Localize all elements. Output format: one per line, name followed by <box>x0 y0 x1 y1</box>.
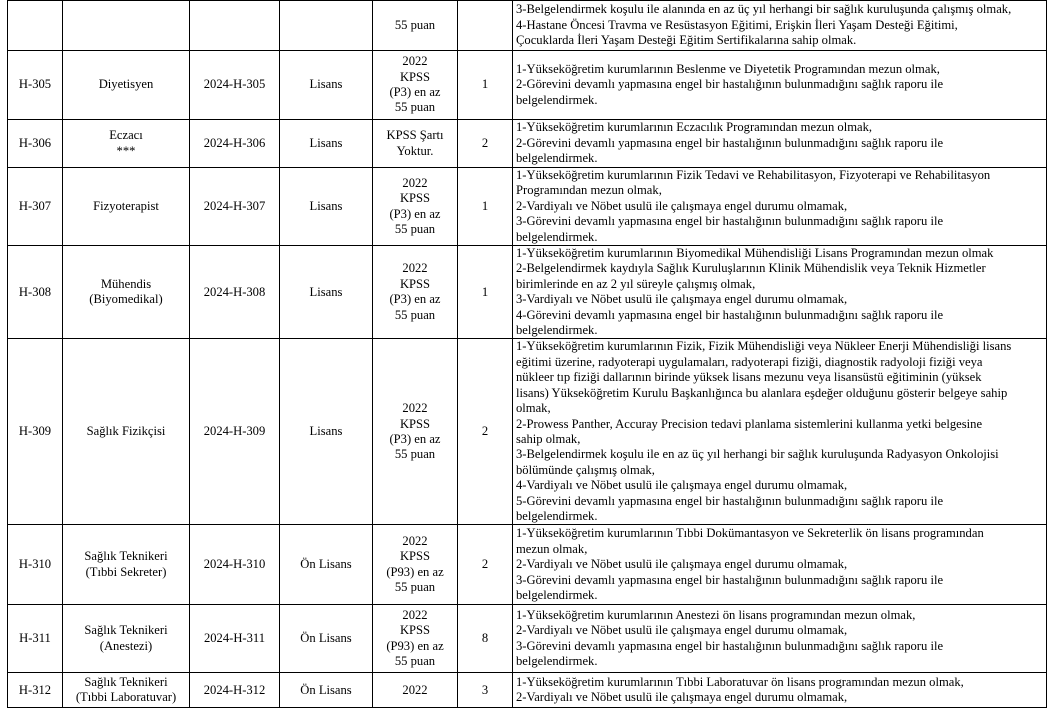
requirement-line: 3-Belgelendirmek koşulu ile en az üç yıl herhangi bir sağlık kuruluşunda Radyasyon Onkolojisi <box>516 447 999 462</box>
reference-no: 2024-H-307 <box>190 168 280 246</box>
requirement-line: nükleer tıp fiziği dallarının birinde yüksek lisans mezunu veya lisansüstü eğitiminin (yüksek <box>516 370 982 385</box>
education-level: Lisans <box>280 51 373 120</box>
title-line: *** <box>116 143 136 158</box>
kpss-line: (P3) en az <box>389 431 441 446</box>
table-row <box>8 673 1047 708</box>
requirement-line: 3-Vardiyalı ve Nöbet usulü ile çalışmaya engel durumu olmamak, <box>516 292 848 307</box>
requirement-line: belgelendirmek. <box>516 654 598 669</box>
kpss-requirement <box>373 339 458 525</box>
reference-no: 2024-H-311 <box>190 605 280 673</box>
requirement-line: eğitimi üzerine, radyoterapi uygulamaları, radyoterapi fiziği, diagnostik radyoloji fiziği veya <box>516 354 983 369</box>
requirement-line: 2-Vardiyalı ve Nöbet usulü ile çalışmaya engel durumu olmamak, <box>516 623 848 638</box>
kpss-line: Yoktur. <box>396 143 434 158</box>
position-count: 2 <box>458 120 513 168</box>
kpss-requirement <box>373 673 458 708</box>
kpss-line: KPSS Şartı <box>386 128 444 143</box>
requirement-line: 5-Görevini devamlı yapmasına engel bir hastalığının bulunmadığını sağlık raporu ile <box>516 493 944 508</box>
requirement-line: 2-Prowess Panther, Accuray Precision tedavi planlama sistemlerini kullanma yetki belgesine <box>516 416 983 431</box>
requirement-line: belgelendirmek. <box>516 229 598 244</box>
requirement-line: 3-Görevini devamlı yapmasına engel bir hastalığının bulunmadığını sağlık raporu ile <box>516 214 944 229</box>
table-row <box>8 168 1047 246</box>
kpss-line: KPSS <box>399 416 431 431</box>
title-line: Sağlık Teknikeri <box>84 623 168 638</box>
kpss-line: KPSS <box>399 69 431 84</box>
position-title <box>63 525 190 605</box>
requirement-line: 2-Görevini devamlı yapmasına engel bir hastalığının bulunmadığını sağlık raporu ile <box>516 135 944 150</box>
table-row <box>8 339 1047 525</box>
position-title <box>63 120 190 168</box>
kpss-requirement <box>373 605 458 673</box>
title-line: (Tıbbi Sekreter) <box>85 564 167 579</box>
position-code: H-307 <box>8 168 63 246</box>
requirement-line: birimlerinde en az 2 yıl süreyle çalışmış olmak, <box>516 276 756 291</box>
requirements <box>513 339 1047 525</box>
reference-no: 2024-H-312 <box>190 673 280 708</box>
requirement-line: 1-Yükseköğretim kurumlarının Tıbbi Laboratuvar ön lisans programından mezun olmak, <box>516 674 964 689</box>
table-row <box>8 120 1047 168</box>
reference-no: 2024-H-310 <box>190 525 280 605</box>
kpss-line: 55 puan <box>394 307 436 322</box>
table-body <box>8 1 1047 708</box>
position-code: H-305 <box>8 51 63 120</box>
reference-no: 2024-H-306 <box>190 120 280 168</box>
table-row <box>8 51 1047 120</box>
requirement-line: belgelendirmek. <box>516 151 598 166</box>
education-level: Ön Lisans <box>280 525 373 605</box>
title-line: Eczacı <box>109 128 143 143</box>
requirement-line: Çocuklarda İleri Yaşam Desteği Eğitim Sertifikalarına sahip olmak. <box>516 33 857 48</box>
position-code: H-308 <box>8 246 63 339</box>
kpss-line: 2022 <box>402 682 428 697</box>
requirements <box>513 246 1047 339</box>
education-level: Lisans <box>280 120 373 168</box>
requirement-line: 3-Görevini devamlı yapmasına engel bir hastalığının bulunmadığını sağlık raporu ile <box>516 572 944 587</box>
requirement-line: 2-Vardiyalı ve Nöbet usulü ile çalışmaya engel durumu olmamak, <box>516 557 848 572</box>
title-line: Sağlık Fizikçisi <box>86 424 166 439</box>
kpss-requirement <box>373 51 458 120</box>
position-title <box>63 1 190 51</box>
position-code <box>8 1 63 51</box>
kpss-line: 2022 <box>402 175 428 190</box>
title-line: (Anestezi) <box>99 638 153 653</box>
kpss-line: 55 puan <box>394 580 436 595</box>
table-row <box>8 605 1047 673</box>
requirements <box>513 120 1047 168</box>
requirements <box>513 168 1047 246</box>
requirement-line: belgelendirmek. <box>516 587 598 602</box>
kpss-requirement <box>373 525 458 605</box>
requirement-line: mezun olmak, <box>516 541 588 556</box>
reference-no: 2024-H-308 <box>190 246 280 339</box>
position-count <box>458 1 513 51</box>
requirement-line: bölümünde çalışmış olmak, <box>516 462 655 477</box>
kpss-line: (P93) en az <box>386 564 444 579</box>
requirement-line: 1-Yükseköğretim kurumlarının Tıbbi Dokümantasyon ve Sekreterlik ön lisans programından <box>516 526 984 541</box>
reference-no: 2024-H-305 <box>190 51 280 120</box>
kpss-line: 55 puan <box>394 221 436 236</box>
position-code: H-312 <box>8 673 63 708</box>
requirement-line: sahip olmak, <box>516 431 581 446</box>
kpss-line: 55 puan <box>394 100 436 115</box>
position-count: 1 <box>458 51 513 120</box>
position-title <box>63 168 190 246</box>
requirement-line: 2-Vardiyalı ve Nöbet usulü ile çalışmaya engel durumu olmamak, <box>516 690 848 705</box>
requirement-line: 2-Vardiyalı ve Nöbet usulü ile çalışmaya engel durumu olmamak, <box>516 198 848 213</box>
requirement-line: 1-Yükseköğretim kurumlarının Beslenme ve Diyetetik Programından mezun olmak, <box>516 61 940 76</box>
requirement-line: 1-Yükseköğretim kurumlarının Anestezi ön lisans programından mezun olmak, <box>516 608 916 623</box>
education-level: Ön Lisans <box>280 673 373 708</box>
kpss-line: (P93) en az <box>386 638 444 653</box>
requirements <box>513 1 1047 51</box>
position-title <box>63 339 190 525</box>
kpss-line: 2022 <box>402 534 428 549</box>
kpss-line: 2022 <box>402 608 428 623</box>
requirement-line: 1-Yükseköğretim kurumlarının Biyomedikal Mühendisliği Lisans Programından mezun olmak <box>516 246 994 261</box>
position-count: 1 <box>458 246 513 339</box>
position-count: 2 <box>458 339 513 525</box>
position-code: H-309 <box>8 339 63 525</box>
requirement-line: Programından mezun olmak, <box>516 183 662 198</box>
position-title <box>63 246 190 339</box>
title-line: (Biyomedikal) <box>89 292 163 307</box>
title-line: Sağlık Teknikeri <box>84 674 168 689</box>
kpss-line: KPSS <box>399 191 431 206</box>
position-title <box>63 673 190 708</box>
kpss-requirement <box>373 120 458 168</box>
kpss-requirement <box>373 1 458 51</box>
kpss-requirement <box>373 246 458 339</box>
kpss-line: KPSS <box>399 623 431 638</box>
requirement-line: belgelendirmek. <box>516 92 598 107</box>
kpss-line: (P3) en az <box>389 206 441 221</box>
requirement-line: belgelendirmek. <box>516 508 598 523</box>
kpss-line: 2022 <box>402 54 428 69</box>
kpss-line: KPSS <box>399 549 431 564</box>
kpss-line: 55 puan <box>394 17 436 32</box>
kpss-line: (P3) en az <box>389 292 441 307</box>
requirement-line: 1-Yükseköğretim kurumlarının Fizik, Fizik Mühendisliği veya Nükleer Enerji Mühendisliği lisans <box>516 339 1012 354</box>
education-level: Lisans <box>280 339 373 525</box>
requirements <box>513 525 1047 605</box>
kpss-line: 2022 <box>402 261 428 276</box>
requirements <box>513 673 1047 708</box>
table-row <box>8 525 1047 605</box>
requirements <box>513 51 1047 120</box>
requirement-line: lisans) Yükseköğretim Kurulu Başkanlığınca bu alanlara eşdeğer olduğunu gösterir belgeye sahip <box>516 385 1008 400</box>
requirement-line: 2-Görevini devamlı yapmasına engel bir hastalığının bulunmadığını sağlık raporu ile <box>516 77 944 92</box>
requirement-line: 2-Belgelendirmek kaydıyla Sağlık Kuruluşlarının Klinik Mühendislik veya Teknik Hizmetler <box>516 261 986 276</box>
position-title <box>63 605 190 673</box>
kpss-line: KPSS <box>399 276 431 291</box>
requirement-line: 1-Yükseköğretim kurumlarının Fizik Tedavi ve Rehabilitasyon, Fizyoterapi ve Rehabilitasyon <box>516 168 991 182</box>
table-row <box>8 246 1047 339</box>
requirement-line: 4-Vardiyalı ve Nöbet usulü ile çalışmaya engel durumu olmamak, <box>516 478 848 493</box>
education-level: Lisans <box>280 246 373 339</box>
position-count: 2 <box>458 525 513 605</box>
kpss-requirement <box>373 168 458 246</box>
kpss-line: 2022 <box>402 401 428 416</box>
position-title <box>63 51 190 120</box>
table-row <box>8 1 1047 51</box>
requirement-line: 3-Belgelendirmek koşulu ile alanında en az üç yıl herhangi bir sağlık kuruluşunda çalışmış olmak, <box>516 2 1012 17</box>
position-count: 1 <box>458 168 513 246</box>
requirement-line: 1-Yükseköğretim kurumlarının Eczacılık Programından mezun olmak, <box>516 120 873 135</box>
kpss-line: 55 puan <box>394 654 436 669</box>
title-line: (Tıbbi Laboratuvar) <box>75 690 177 705</box>
requirement-line: belgelendirmek. <box>516 323 598 338</box>
education-level: Lisans <box>280 168 373 246</box>
requirement-line: olmak, <box>516 401 551 416</box>
requirements <box>513 605 1047 673</box>
education-level <box>280 1 373 51</box>
position-code: H-311 <box>8 605 63 673</box>
requirement-line: 4-Görevini devamlı yapmasına engel bir hastalığının bulunmadığını sağlık raporu ile <box>516 307 944 322</box>
reference-no <box>190 1 280 51</box>
title-line: Sağlık Teknikeri <box>84 549 168 564</box>
position-count: 3 <box>458 673 513 708</box>
reference-no: 2024-H-309 <box>190 339 280 525</box>
education-level: Ön Lisans <box>280 605 373 673</box>
kpss-line: (P3) en az <box>389 85 441 99</box>
position-code: H-306 <box>8 120 63 168</box>
requirement-line: 3-Görevini devamlı yapmasına engel bir hastalığının bulunmadığını sağlık raporu ile <box>516 638 944 653</box>
positions-table <box>7 0 1047 708</box>
kpss-line: 55 puan <box>394 447 436 462</box>
position-code: H-310 <box>8 525 63 605</box>
title-line: Fizyoterapist <box>93 198 159 213</box>
position-count: 8 <box>458 605 513 673</box>
title-line: Mühendis <box>100 276 152 291</box>
requirement-line: 4-Hastane Öncesi Travma ve Resüstasyon Eğitimi, Erişkin İleri Yaşam Desteği Eğitimi, <box>516 17 958 32</box>
title-line: Diyetisyen <box>98 77 154 92</box>
